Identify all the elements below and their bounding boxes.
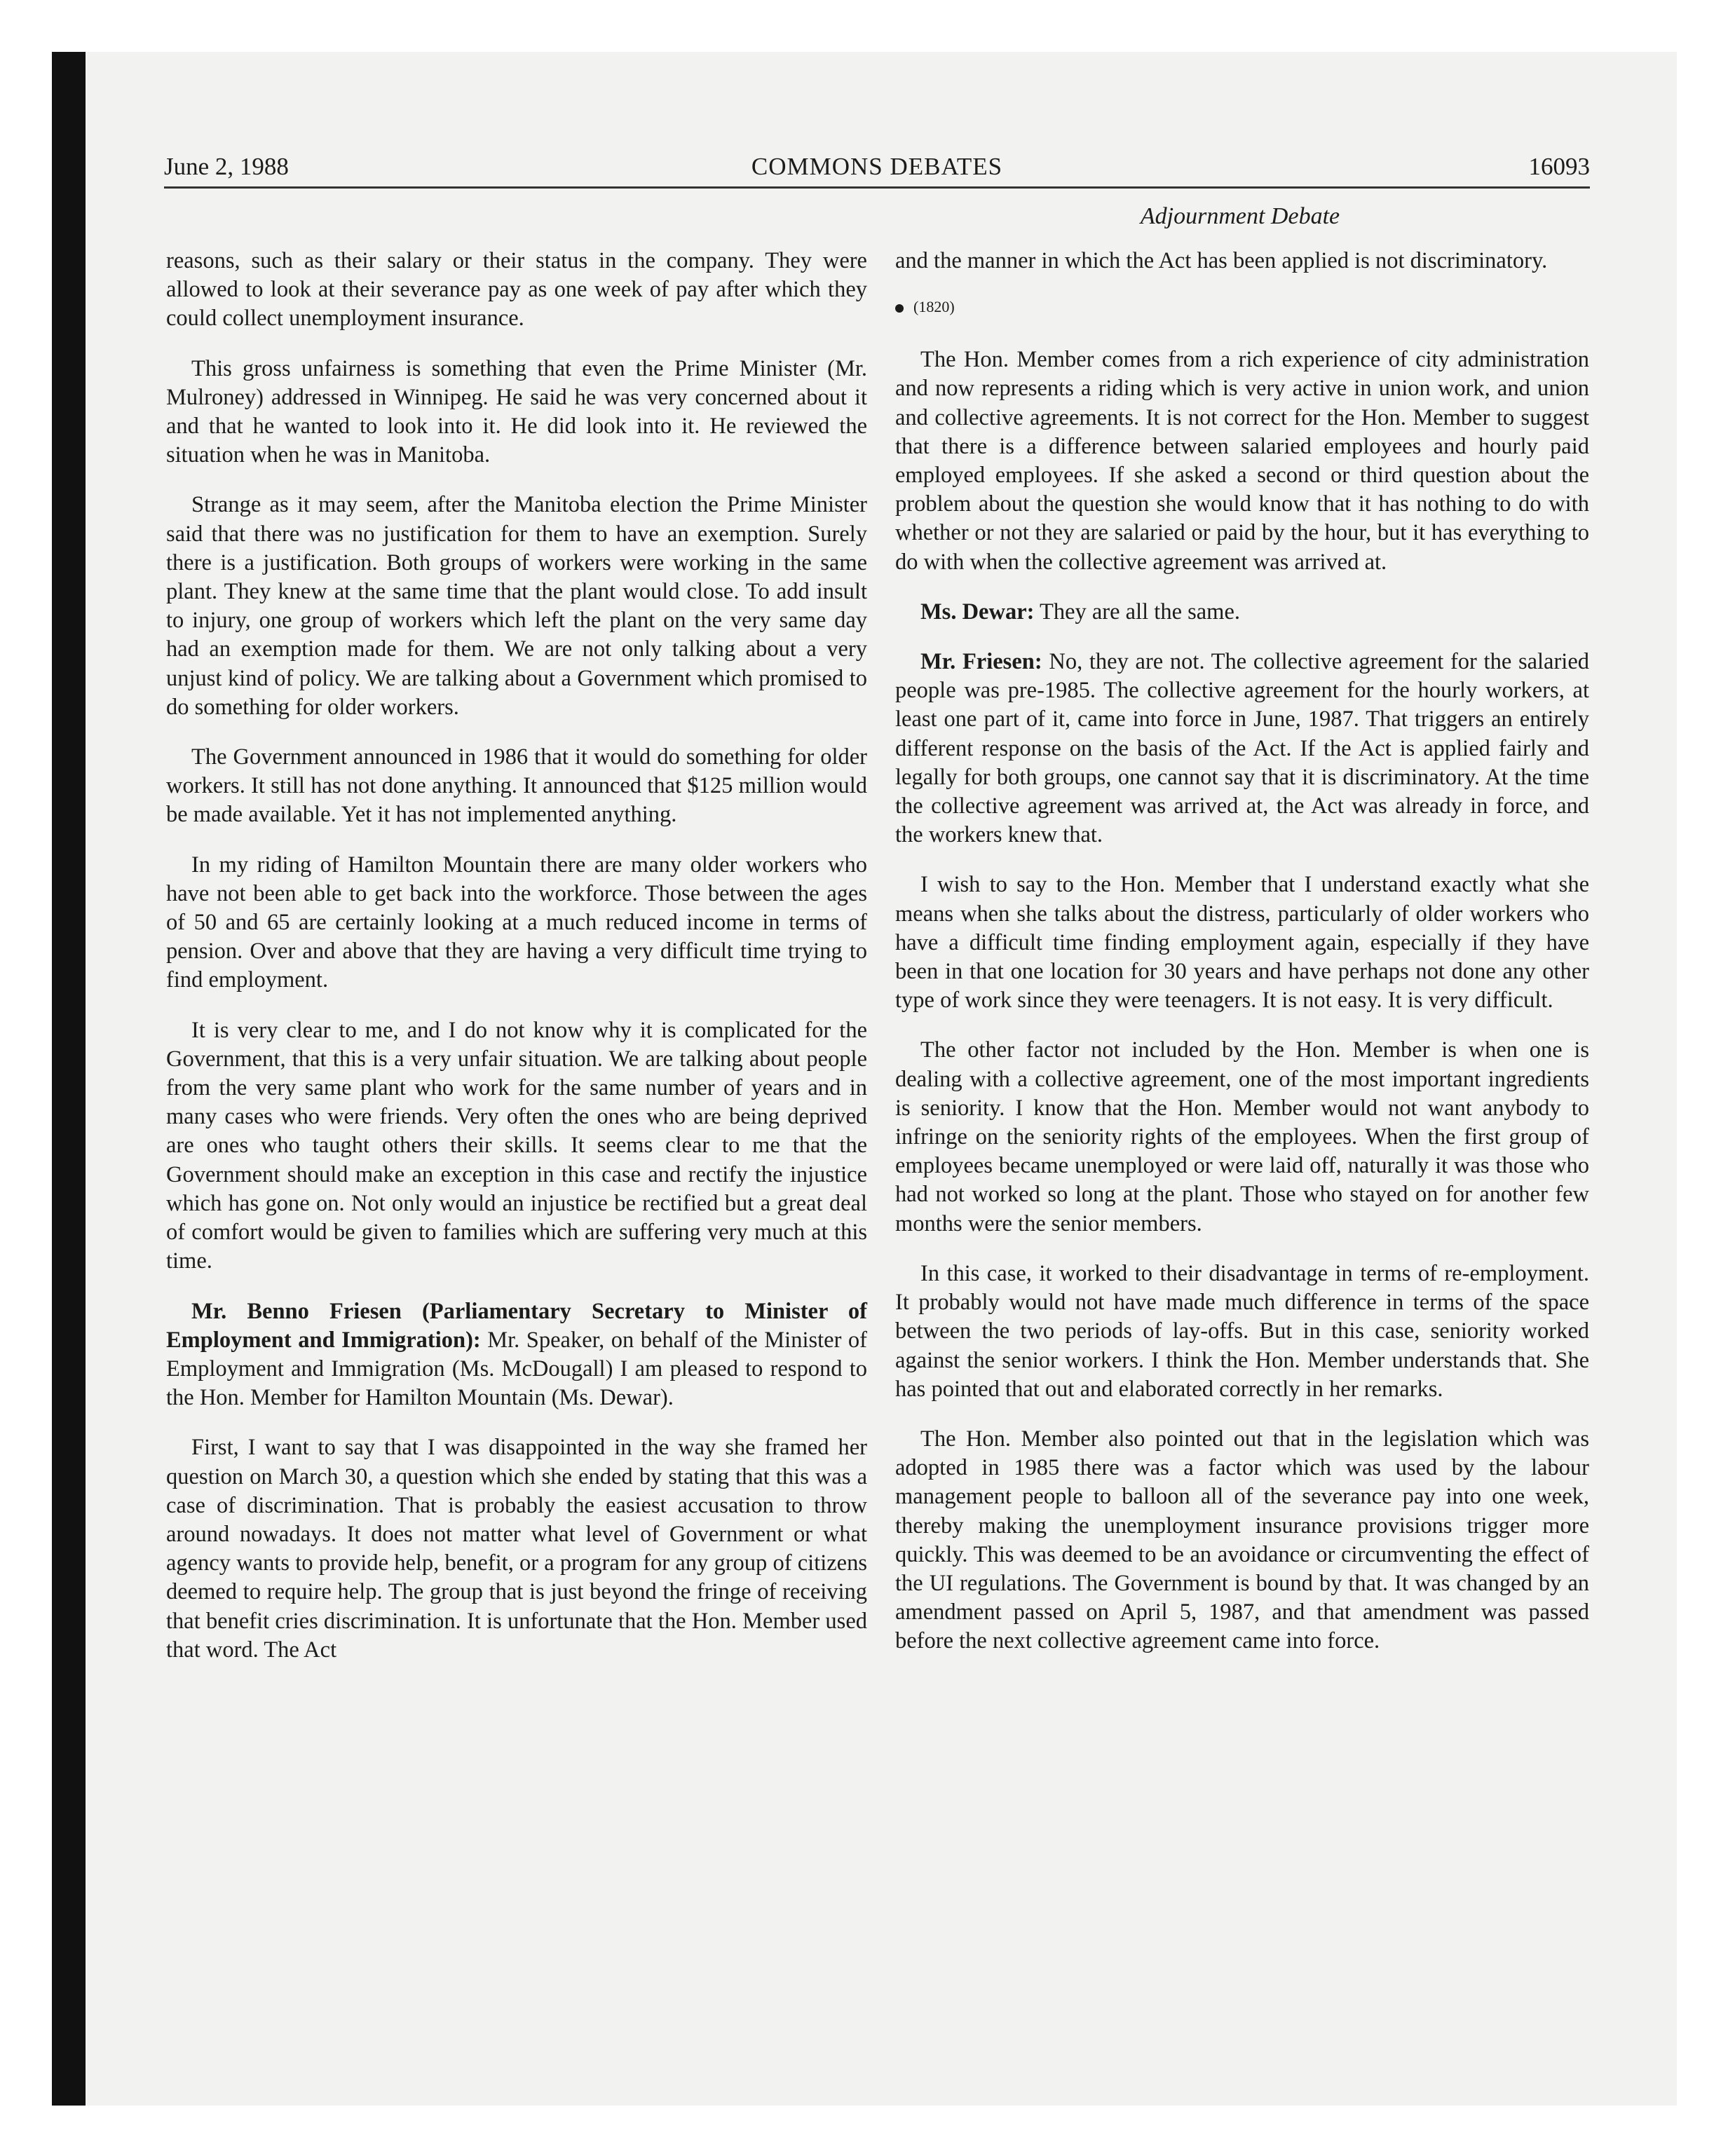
paragraph: The Hon. Member also pointed out that in the legislation which was adopted in 1985 there was a factor which was used by the labour management people to balloon all of the severance pay into one week, thereby making the unemployment insurance provisions trigger more quickly. This was deemed to be an avoidance or circumventing the effect of the UI regulations. The Government is bound by that. It was changed by an amendment passed on April 5, 1987, and that amendment was passed before the next collective agreement came into force. [895, 1426, 1589, 1654]
paragraph: Strange as it may seem, after the Manitoba election the Prime Minister said that there was no justification for them to have an exemption. Surely there is a justification. Both groups of workers were working in the same plant. They knew at the same time that the plant would close. To add insult to injury, one group of workers which left the plant on the very same day had an exemption made for them. We are not only talking about a very unjust kind of policy. We are talking about a Government which promised to do something for older workers. [166, 492, 867, 720]
running-header [164, 150, 1590, 189]
speaker-name: Ms. Dewar: [920, 599, 1035, 625]
header-page-number: 16093 [1528, 153, 1590, 180]
timestamp: (1820) [913, 298, 955, 316]
paragraph: I wish to say to the Hon. Member that I understand exactly what she means when she talks about the distress, particularly of older workers who have a difficult time finding employment again, especially if they have been in that one location for 30 years and have perhaps not done any other type of work since they were teenagers. It is not easy. It is very difficult. [895, 872, 1589, 1014]
paragraph: It is very clear to me, and I do not know why it is complicated for the Government, that this is a very unfair situation. We are talking about people from the very same plant who work for the same number of years and in many cases who were friends. Very often the ones who are being deprived are ones who taught others their skills. It seems clear to me that the Government should make an exception in this case and rectify the injustice which has gone on. Not only would an injustice be rectified but a great deal of comfort would be given to families which are suffering very much at this time. [166, 1017, 867, 1274]
paragraph: The Hon. Member comes from a rich experience of city administration and now represents a riding which is very active in union work, and union and collective agreements. It is not correct for the Hon. Member to suggest that there is a difference between salaried employees and hourly paid employed employees. If she asked a second or third question about the problem about the question she would know that it has nothing to do with whether or not they are salaried or paid by the hour, but it has everything to do with when the collective agreement was arrived at. [895, 347, 1589, 575]
speaker-name: Mr. Friesen: [920, 649, 1042, 675]
speaker-name: Mr. Benno Friesen (Parliamentary Secretary to Minister of Employment and Immigration): [166, 1298, 867, 1353]
paragraph: First, I want to say that I was disappointed in the way she framed her question on March 30, a question which she ended by stating that this was a case of discrimination. That is probably the easiest accusation to throw around nowadays. It does not matter what level of Government or what agency wants to provide help, benefit, or a program for any group of citizens deemed to require help. The group that is just beyond the fringe of receiving that benefit cries discrimination. It is unfortunate that the Hon. Member used that word. The Act [166, 1435, 867, 1663]
paragraph: The other factor not included by the Hon. Member is when one is dealing with a collective agreement, one of the most important ingredients is seniority. I know that the Hon. Member would not want anybody to infringe on the seniority rights of the employees. When the first group of employees became unemployed or were laid off, naturally it was those who had not worked so long at the plant. Those who stayed on for another few months were the senior members. [895, 1037, 1589, 1236]
left-column [166, 247, 867, 1686]
paragraph: and the manner in which the Act has been applied is not discriminatory. [895, 248, 1548, 273]
speech-text: No, they are not. The collective agreement for the salaried people was pre-1985. The collective agreement for the hourly workers, at least one part of it, came into force in June, 1987. That triggers an entirely different response on the basis of the Act. If the Act is applied fairly and legally for both groups, one cannot say that it is discriminatory. At the time the collective agreement was arrived at, the Act was already in force, and the workers knew that. [895, 649, 1590, 848]
speaker-paragraph [166, 1297, 867, 1413]
paragraph: This gross unfairness is something that even the Prime Minister (Mr. Mulroney) addressed in Winnipeg. He said he was very concerned about it and that he wanted to look into it. He did look into it. He reviewed the situation when he was in Manitoba. [166, 355, 867, 468]
header-date: June 2, 1988 [164, 153, 289, 180]
paragraph: In my riding of Hamilton Mountain there are many older workers who have not been able to get back into the workforce. Those between the ages of 50 and 65 are certainly looking at a much reduced income in terms of pension. Over and above that they are having a very difficult time trying to find employment. [166, 852, 867, 993]
paragraph: reasons, such as their salary or their status in the company. They were allowed to look at their severance pay as one week of pay after which they could collect unemployment insurance. [166, 248, 867, 332]
time-marker [895, 296, 1589, 318]
paragraph: In this case, it worked to their disadvantage in terms of re-employment. It probably would not have made much difference in terms of the space between the two periods of lay-offs. But in this case, seniority worked against the senior workers. I think the Hon. Member understands that. She has pointed that out and elaborated correctly in her remarks. [895, 1260, 1589, 1402]
right-column [895, 247, 1589, 1677]
speech-text: Mr. Speaker, on behalf of the Minister of Employment and Immigration (Ms. McDougall) I am pleased to respond to the Hon. Member for Hamilton Mountain (Ms. Dewar). [166, 1327, 867, 1411]
speaker-paragraph [895, 648, 1589, 850]
section-title: Adjournment Debate [1140, 203, 1340, 229]
speech-text: They are all the same. [1034, 599, 1241, 625]
speaker-paragraph [895, 598, 1589, 627]
paragraph: The Government announced in 1986 that it would do something for older workers. It still has not done anything. It announced that $125 million would be made available. Yet it has not implemented anything. [166, 744, 867, 828]
header-title: COMMONS DEBATES [751, 153, 1003, 180]
scan-edge [52, 52, 86, 2106]
bullet-icon [895, 304, 904, 313]
